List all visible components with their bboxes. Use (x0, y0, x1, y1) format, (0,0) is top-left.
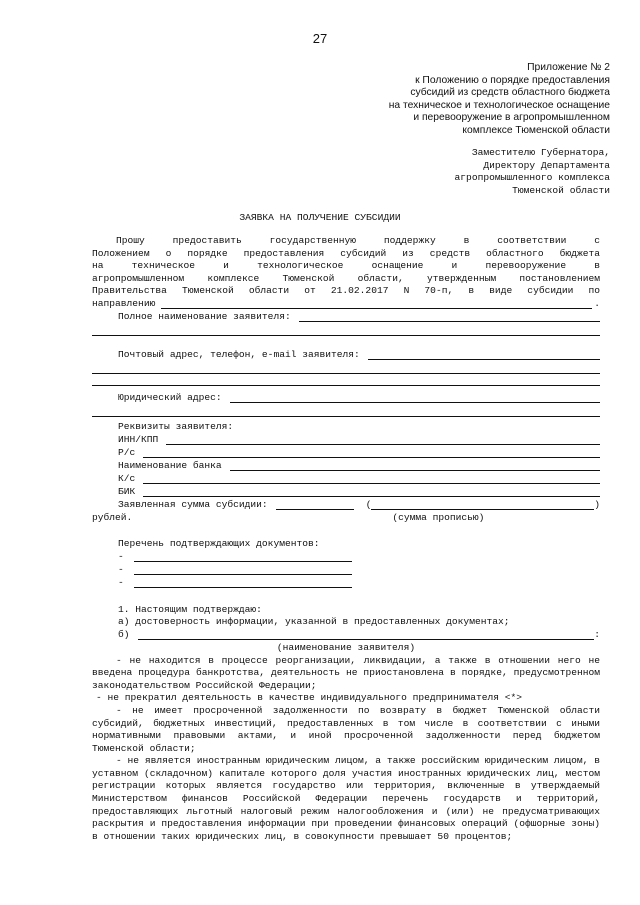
addressee-line: Тюменской области (512, 184, 610, 196)
document-field[interactable] (134, 551, 352, 562)
appendix-line: комплексе Тюменской области (462, 124, 610, 136)
page-number: 27 (312, 31, 328, 46)
inn-label: ИНН/КПП (118, 433, 159, 445)
amount-caption-row (92, 512, 600, 525)
bik-label: БИК (118, 485, 136, 497)
document-field[interactable] (134, 564, 352, 575)
bank-row (92, 460, 600, 473)
intro-line: Правительства Тюменской области от 21.02.2017 N 70-п, в виде субсидии по (92, 285, 600, 297)
ks-field[interactable] (143, 473, 600, 484)
document-bullet: - (118, 564, 124, 576)
direction-label: направлению (92, 298, 156, 310)
confirm-b-colon: : (594, 629, 600, 641)
postal-field-cont[interactable] (92, 374, 600, 386)
postal-field[interactable] (368, 349, 600, 360)
appendix-line: Приложение № 2 (527, 62, 610, 73)
full-name-field[interactable] (299, 311, 600, 322)
confirm-item-a: а) достоверность информации, указанной в предоставленных документах; (118, 616, 510, 628)
appendix-header (310, 62, 610, 138)
amount-words-field[interactable] (371, 499, 594, 510)
rs-label: Р/с (118, 446, 136, 458)
confirm-bullet: - не является иностранным юридическим лицом, а также российским юридическим лицом, в уставном (складочном) капитале которого доля участия иностранных юридических лиц, местом регистрации которых является государство или территория, включенные в утверждаемый Министерством финансов Российской Федерации перечень государств и территорий, предоставляющих льготный налоговый режим налогообложения и (или) не предусматривающих раскрытия и предоставления информации при проведении финансовых операций (офшорные зоны) в отношении таких юридических лиц, в совокупности превышает 50 процентов; (92, 755, 600, 842)
applicant-name-caption: (наименование заявителя) (276, 641, 416, 653)
appendix-line: субсидий из средств областного бюджета (410, 87, 610, 99)
document-bullet: - (118, 577, 124, 589)
intro-line: агропромышленном комплексе Тюменской области, утвержденным постановлением (92, 272, 600, 284)
rs-row (92, 447, 600, 460)
postal-label: Почтовый адрес, телефон, e-mail заявителя: (118, 349, 360, 361)
inn-row (92, 434, 600, 447)
intro-line: Прошу предоставить государственную поддержку в соответствии с (116, 235, 600, 246)
full-name-row (92, 311, 600, 324)
inn-field[interactable] (166, 434, 600, 445)
confirm-bullet: - не прекратил деятельность в качестве индивидуального предпринимателя <*> (96, 692, 523, 704)
intro-line: Положением о порядке предоставления субсидий из средств областного бюджета (92, 247, 600, 259)
ks-row (92, 473, 600, 486)
amount-words-caption: (сумма прописью) (392, 511, 485, 523)
postal-field-cont[interactable] (92, 362, 600, 374)
full-name-field-cont[interactable] (92, 324, 600, 336)
addressee-line: Заместителю Губернатора, (471, 147, 610, 158)
amount-label: Заявленная сумма субсидии: (118, 498, 268, 510)
confirm-b-label: б) (118, 629, 130, 641)
application-body (92, 235, 600, 843)
addressee-block (310, 147, 610, 197)
document-field[interactable] (134, 577, 352, 588)
rs-field[interactable] (143, 447, 600, 458)
legal-address-field[interactable] (230, 392, 600, 403)
bik-row (92, 486, 600, 499)
bank-label: Наименование банка (118, 459, 222, 471)
appendix-line: на техническое и технологическое оснащение (388, 99, 610, 111)
requisites-label: Реквизиты заявителя: (118, 420, 234, 432)
intro-line: на техническое и технологическое оснащение и перевооружение в (92, 260, 600, 272)
direction-row: направлению . (92, 298, 600, 310)
confirm-bullet: - не находится в процессе реорганизации, ликвидации, а также в отношении него не введена процедура банкротства, деятельность не приостановлена в порядке, предусмотренном законодательством Российской Федерации; (92, 654, 600, 691)
legal-address-row (92, 392, 600, 405)
document-item (92, 551, 600, 564)
document-bullet: - (118, 551, 124, 563)
document-item (92, 564, 600, 577)
document-item (92, 577, 600, 590)
bik-field[interactable] (143, 486, 600, 497)
addressee-line: агропромышленного комплекса (454, 172, 610, 184)
amount-row: Заявленная сумма субсидии: ( ) (118, 498, 600, 510)
direction-field[interactable] (161, 298, 592, 309)
documents-label: Перечень подтверждающих документов: (118, 538, 320, 550)
confirm-bullet: - не имеет просроченной задолженности по возврату в бюджет Тюменской области субсидий, бюджетных инвестиций, предоставленных в том числе в соответствии с иными нормативными правовыми актами, и иной просроченной задолженности перед бюджетом Тюменской области; (92, 704, 600, 754)
amount-field[interactable] (276, 499, 354, 510)
appendix-line: и перевооружение в агропромышленном (413, 112, 610, 124)
ks-label: К/с (118, 472, 136, 484)
legal-address-label: Юридический адрес: (118, 392, 222, 404)
applicant-name-field[interactable] (138, 629, 595, 640)
rubles-label: рублей. (92, 511, 133, 523)
postal-row (92, 349, 600, 362)
document-title: ЗАЯВКА НА ПОЛУЧЕНИЕ СУБСИДИИ (239, 212, 401, 223)
legal-address-field-cont[interactable] (92, 405, 600, 417)
appendix-line: к Положению о порядке предоставления (415, 74, 610, 86)
confirm-heading: 1. Настоящим подтверждаю: (118, 603, 262, 615)
bank-field[interactable] (230, 460, 600, 471)
confirm-item-b (92, 629, 600, 642)
addressee-line: Директору Департамента (483, 159, 610, 171)
full-name-label: Полное наименование заявителя: (118, 311, 291, 323)
